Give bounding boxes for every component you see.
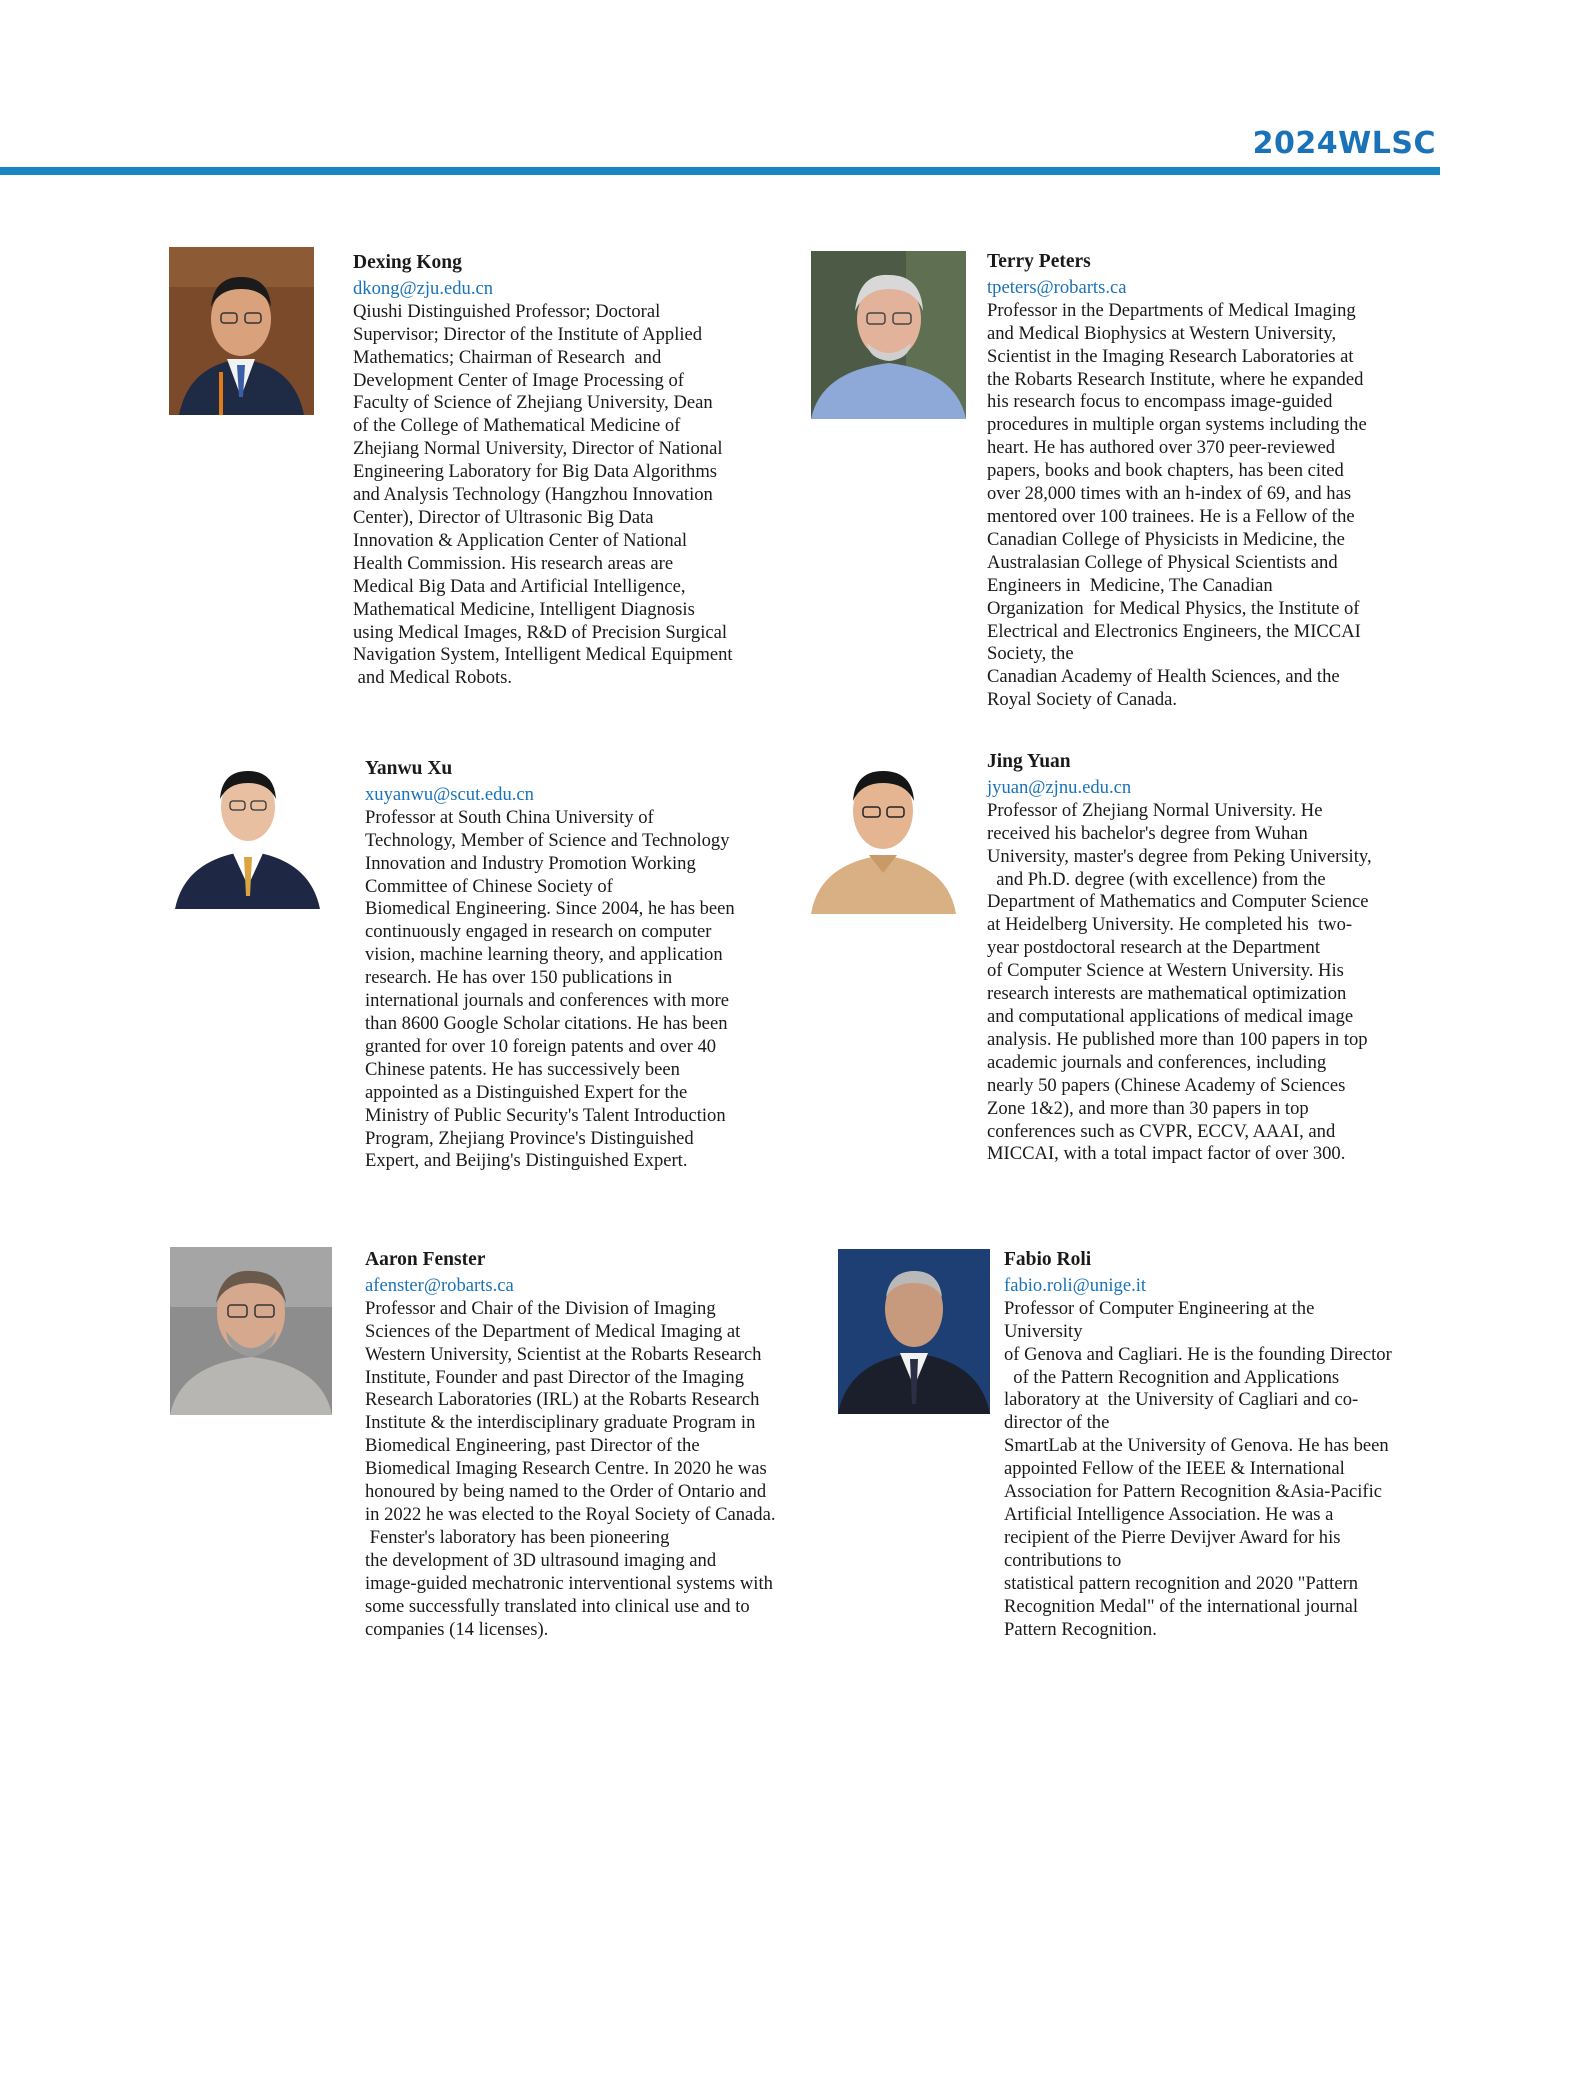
portrait-photo [170,1247,332,1415]
bio-line: academic journals and conferences, including [987,1051,1327,1073]
bio-line: companies (14 licenses). [365,1618,549,1640]
bio-line: and Medical Biophysics at Western University, [987,322,1337,344]
bio-line: and Analysis Technology (Hangzhou Innovation [353,484,713,506]
person-bio [987,300,1437,712]
bio-line: Biomedical Engineering, past Director of the [365,1435,700,1457]
bio-line: Western University, Scientist at the Robarts Research [365,1343,762,1365]
person-email-link[interactable]: tpeters@robarts.ca [987,276,1127,298]
bio-line: Biomedical Imaging Research Centre. In 2020 he was [365,1458,767,1480]
bio-line: Engineers in Medicine, The Canadian [987,574,1273,596]
bio-line: Zhejiang Normal University, Director of National [353,438,723,460]
bio-line: Innovation & Application Center of National [353,529,688,551]
profile-terry-peters [987,251,1437,712]
bio-line: papers, books and book chapters, has been cited [987,460,1344,482]
person-name: Yanwu Xu [365,758,453,779]
person-bio [1004,1298,1449,1642]
bio-line: Mathematical Medicine, Intelligent Diagnosis [353,598,695,620]
bio-line: international journals and conferences with more [365,990,729,1012]
person-email-link[interactable]: afenster@robarts.ca [365,1274,514,1296]
bio-line: analysis. He published more than 100 papers in top [987,1028,1368,1050]
bio-line: Fenster's laboratory has been pioneering [365,1526,670,1548]
bio-line: Professor of Zhejiang Normal University. He [987,799,1323,821]
bio-line: vision, machine learning theory, and application [365,944,723,966]
bio-line: Development Center of Image Processing of [353,369,684,391]
bio-line: Engineering Laboratory for Big Data Algorithms [353,461,718,483]
bio-line: Sciences of the Department of Medical Imaging at [365,1320,741,1342]
bio-line: Zone 1&2), and more than 30 papers in top [987,1097,1309,1119]
bio-line: using Medical Images, R&D of Precision Surgical [353,621,728,643]
profile-yanwu-xu [365,758,795,1173]
profile-dexing-kong [353,252,793,690]
bio-line: Pattern Recognition. [1004,1618,1157,1640]
bio-line: and Medical Robots. [353,667,513,689]
bio-line: SmartLab at the University of Genova. He has been [1004,1435,1389,1457]
bio-line: appointed Fellow of the IEEE & International [1004,1458,1345,1480]
bio-line: Qiushi Distinguished Professor; Doctoral [353,300,661,322]
bio-line: than 8600 Google Scholar citations. He has been [365,1012,728,1034]
person-bio [987,800,1437,1167]
bio-line: Mathematics; Chairman of Research and [353,346,662,368]
bio-line: in 2022 he was elected to the Royal Society of Canada. [365,1503,776,1525]
bio-line: heart. He has authored over 370 peer-reviewed [987,437,1336,459]
bio-line: Australasian College of Physical Scientists and [987,551,1338,573]
bio-line: granted for over 10 foreign patents and over 40 [365,1035,717,1057]
bio-line: recipient of the Pierre Devijver Award for his [1004,1526,1341,1548]
bio-line: Expert, and Beijing's Distinguished Expert. [365,1150,688,1172]
bio-line: Program, Zhejiang Province's Distinguished [365,1127,694,1149]
bio-line: at Heidelberg University. He completed his two- [987,914,1353,936]
person-bio [353,301,793,690]
bio-line: director of the [1004,1412,1110,1434]
bio-line: received his bachelor's degree from Wuhan [987,822,1308,844]
bio-line: Health Commission. His research areas are [353,552,674,574]
bio-line: Society, the [987,643,1074,665]
portrait-photo [811,749,956,914]
person-name: Fabio Roli [1004,1249,1092,1270]
bio-line: Navigation System, Intelligent Medical Equipment [353,644,733,666]
portrait-photo [838,1249,990,1414]
bio-line: Supervisor; Director of the Institute of Applied [353,323,703,345]
bio-line: his research focus to encompass image-guided [987,391,1333,413]
bio-line: research interests are mathematical optimization [987,983,1347,1005]
portrait-photo [170,751,325,909]
bio-line: Professor at South China University of [365,806,654,828]
bio-line: year postdoctoral research at the Department [987,937,1320,959]
bio-line: Committee of Chinese Society of [365,875,613,897]
profile-aaron-fenster [365,1249,835,1641]
bio-line: of the Pattern Recognition and Applications [1004,1366,1340,1388]
bio-line: Technology, Member of Science and Technology [365,829,730,851]
bio-line: continuously engaged in research on computer [365,921,712,943]
header-divider [0,167,1440,175]
page-header-title: 2024WLSC [1252,126,1436,161]
bio-line: mentored over 100 trainees. He is a Fellow of the [987,505,1355,527]
bio-line: of Genova and Cagliari. He is the founding Director [1004,1343,1392,1365]
bio-line: contributions to [1004,1549,1122,1571]
portrait-photo [811,251,966,419]
person-name: Terry Peters [987,251,1091,272]
bio-line: honoured by being named to the Order of Ontario and [365,1481,767,1503]
bio-line: over 28,000 times with an h-index of 69, and has [987,483,1352,505]
bio-line: Innovation and Industry Promotion Working [365,852,696,874]
bio-line: Artificial Intelligence Association. He was a [1004,1503,1334,1525]
bio-line: statistical pattern recognition and 2020 "Pattern [1004,1572,1359,1594]
bio-line: Professor and Chair of the Division of Imaging [365,1297,716,1319]
bio-line: appointed as a Distinguished Expert for the [365,1081,688,1103]
bio-line: some successfully translated into clinical use and to [365,1595,750,1617]
bio-line: laboratory at the University of Cagliari and co- [1004,1389,1359,1411]
bio-line: Electrical and Electronics Engineers, the MICCAI [987,620,1361,642]
bio-line: of the College of Mathematical Medicine of [353,415,681,437]
person-email-link[interactable]: fabio.roli@unige.it [1004,1274,1147,1296]
bio-line: Chinese patents. He has successively been [365,1058,680,1080]
bio-line: University, master's degree from Peking University, [987,845,1372,867]
bio-line: the Robarts Research Institute, where he expanded [987,368,1364,390]
person-bio [365,807,795,1174]
bio-line: Canadian College of Physicists in Medicine, the [987,528,1345,550]
bio-line: Institute, Founder and past Director of the Imaging [365,1366,745,1388]
portrait-photo [169,247,314,415]
bio-line: Faculty of Science of Zhejiang University, Dean [353,392,713,414]
bio-line: conferences such as CVPR, ECCV, AAAI, and [987,1120,1336,1142]
person-email-link[interactable]: jyuan@zjnu.edu.cn [987,776,1132,798]
bio-line: Institute & the interdisciplinary graduate Program in [365,1412,756,1434]
bio-line: research. He has over 150 publications in [365,967,673,989]
bio-line: Association for Pattern Recognition &Asia-Pacific [1004,1481,1382,1503]
bio-line: Biomedical Engineering. Since 2004, he has been [365,898,735,920]
bio-line: Royal Society of Canada. [987,689,1178,711]
bio-line: of Computer Science at Western University. His [987,960,1344,982]
bio-line: Center), Director of Ultrasonic Big Data [353,506,654,528]
bio-line: Department of Mathematics and Computer Science [987,891,1369,913]
profile-jing-yuan [987,751,1437,1166]
person-name: Jing Yuan [987,751,1071,772]
bio-line: University [1004,1320,1083,1342]
bio-line: Organization for Medical Physics, the Institute of [987,597,1360,619]
bio-line: Canadian Academy of Health Sciences, and the [987,666,1340,688]
person-email-link[interactable]: xuyanwu@scut.edu.cn [365,783,534,805]
bio-line: Research Laboratories (IRL) at the Robarts Research [365,1389,760,1411]
person-name: Aaron Fenster [365,1249,486,1270]
bio-line: Professor in the Departments of Medical Imaging [987,299,1356,321]
bio-line: nearly 50 papers (Chinese Academy of Sciences [987,1074,1346,1096]
bio-line: Scientist in the Imaging Research Laboratories at [987,345,1354,367]
bio-line: and computational applications of medical image [987,1005,1354,1027]
bio-line: Professor of Computer Engineering at the [1004,1297,1315,1319]
bio-line: the development of 3D ultrasound imaging and [365,1549,717,1571]
profile-fabio-roli [1004,1249,1449,1641]
bio-line: Ministry of Public Security's Talent Introduction [365,1104,726,1126]
person-bio [365,1298,835,1642]
bio-line: and Ph.D. degree (with excellence) from the [987,868,1326,890]
bio-line: procedures in multiple organ systems including the [987,414,1367,436]
person-name: Dexing Kong [353,252,462,273]
bio-line: MICCAI, with a total impact factor of over 300. [987,1143,1346,1165]
bio-line: Medical Big Data and Artificial Intelligence, [353,575,686,597]
bio-line: Recognition Medal" of the international journal [1004,1595,1359,1617]
person-email-link[interactable]: dkong@zju.edu.cn [353,277,494,299]
bio-line: image-guided mechatronic interventional systems with [365,1572,773,1594]
